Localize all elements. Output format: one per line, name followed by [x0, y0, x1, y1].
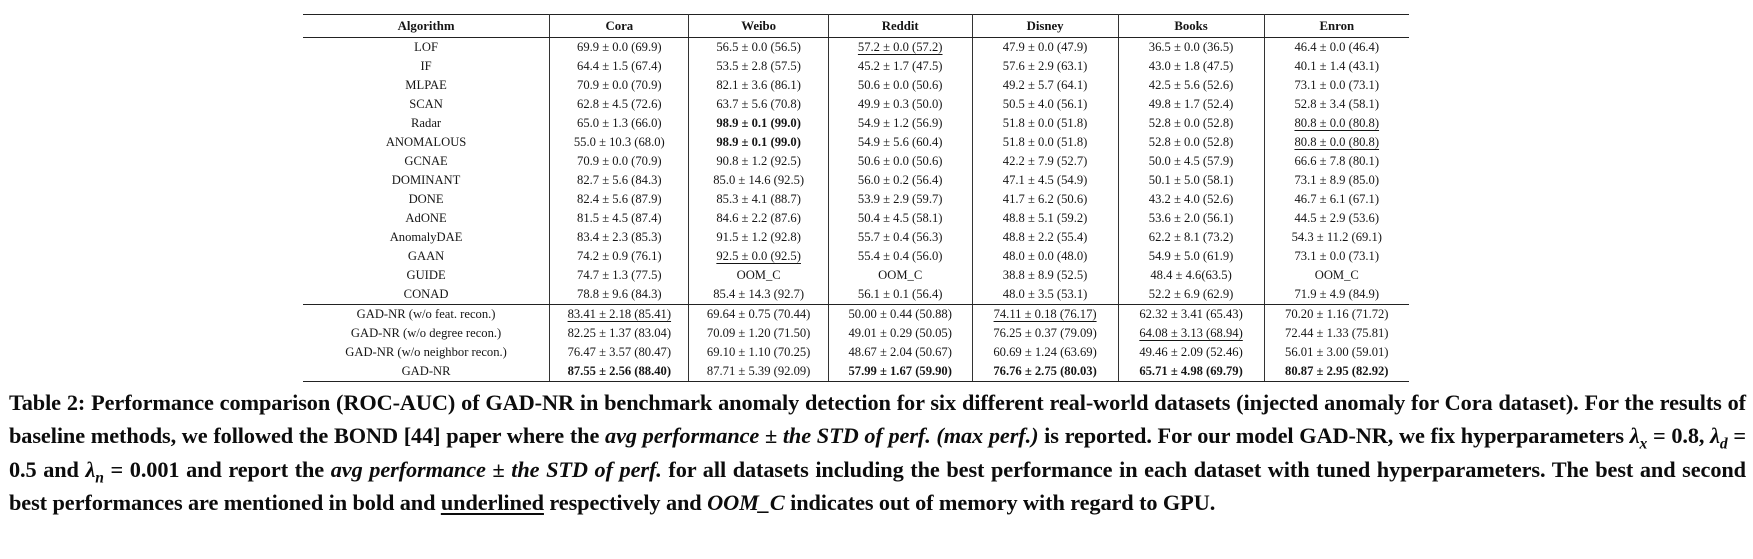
table-cell	[1118, 228, 1264, 247]
column-header-cora: Cora	[550, 15, 689, 38]
cell-value: 73.1 ± 0.0 (73.1)	[1294, 249, 1380, 263]
table-row	[303, 266, 1409, 285]
table-cell	[972, 190, 1118, 209]
cell-value: OOM_C	[878, 268, 923, 282]
table-cell	[972, 362, 1118, 382]
cell-value: 53.9 ± 2.9 (59.7)	[857, 192, 943, 206]
cell-value: 55.0 ± 10.3 (68.0)	[573, 135, 665, 149]
cell-value: 62.2 ± 8.1 (73.2)	[1148, 230, 1234, 244]
caption-segment: = 0.001 and report the	[103, 456, 331, 482]
table-cell	[1118, 133, 1264, 152]
table-cell	[1264, 228, 1409, 247]
caption-segment: λ	[85, 456, 96, 482]
cell-value: 49.46 ± 2.09 (52.46)	[1139, 345, 1243, 359]
algorithm-label: CONAD	[303, 285, 550, 305]
table-cell	[550, 171, 689, 190]
cell-value: 57.2 ± 0.0 (57.2)	[857, 40, 943, 54]
table-cell	[972, 324, 1118, 343]
table-cell	[550, 152, 689, 171]
column-header-enron: Enron	[1264, 15, 1409, 38]
cell-value: 63.7 ± 5.6 (70.8)	[716, 97, 801, 111]
cell-value: 98.9 ± 0.1 (99.0)	[716, 116, 801, 130]
table-cell	[828, 305, 972, 325]
results-table	[303, 14, 1409, 382]
table-cell	[828, 133, 972, 152]
cell-value: 43.2 ± 4.0 (52.6)	[1148, 192, 1234, 206]
cell-value: 57.99 ± 1.67 (59.90)	[848, 364, 952, 378]
table-cell	[1118, 247, 1264, 266]
cell-value: 69.9 ± 0.0 (69.9)	[577, 40, 662, 54]
table-cell	[972, 95, 1118, 114]
table-cell	[550, 362, 689, 382]
cell-value: 76.76 ± 2.75 (80.03)	[993, 364, 1097, 378]
cell-value: 65.0 ± 1.3 (66.0)	[577, 116, 662, 130]
table-cell	[828, 362, 972, 382]
caption-segment: avg performance ± the STD of perf.	[330, 456, 662, 482]
cell-value: 74.7 ± 1.3 (77.5)	[577, 268, 662, 282]
caption-segment: x	[1639, 435, 1648, 453]
cell-value: 56.0 ± 0.2 (56.4)	[857, 173, 943, 187]
table-cell	[689, 152, 828, 171]
table-cell	[689, 190, 828, 209]
cell-value: 52.8 ± 0.0 (52.8)	[1148, 116, 1234, 130]
cell-value: 87.55 ± 2.56 (88.40)	[567, 364, 672, 378]
table-row	[303, 305, 1409, 325]
algorithm-label: GAAN	[303, 247, 550, 266]
cell-value: 54.9 ± 5.6 (60.4)	[857, 135, 943, 149]
caption-segment: respectively and	[543, 490, 708, 516]
cell-value: 73.1 ± 8.9 (85.0)	[1294, 173, 1380, 187]
table-cell	[550, 324, 689, 343]
table-cell	[1118, 95, 1264, 114]
cell-value: 50.5 ± 4.0 (56.1)	[1002, 97, 1088, 111]
table-row	[303, 209, 1409, 228]
table-cell	[550, 209, 689, 228]
table-cell	[828, 171, 972, 190]
cell-value: 41.7 ± 6.2 (50.6)	[1002, 192, 1088, 206]
cell-value: 98.9 ± 0.1 (99.0)	[716, 135, 801, 149]
cell-value: 40.1 ± 1.4 (43.1)	[1294, 59, 1380, 73]
cell-value: 76.25 ± 0.37 (79.09)	[993, 326, 1097, 340]
table-cell	[828, 266, 972, 285]
cell-value: 73.1 ± 0.0 (73.1)	[1294, 78, 1380, 92]
cell-value: 49.9 ± 0.3 (50.0)	[857, 97, 943, 111]
cell-value: 53.6 ± 2.0 (56.1)	[1148, 211, 1234, 225]
caption-segment: d	[1719, 435, 1728, 453]
cell-value: 92.5 ± 0.0 (92.5)	[716, 249, 801, 263]
caption-segment: underlined	[440, 490, 544, 516]
cell-value: 48.67 ± 2.04 (50.67)	[848, 345, 952, 359]
caption-segment: λ	[1710, 423, 1720, 449]
cell-value: 46.7 ± 6.1 (67.1)	[1294, 192, 1380, 206]
caption-segment: avg performance ± the STD of perf. (max perf.)	[605, 423, 1039, 449]
table-cell	[689, 38, 828, 58]
cell-value: 80.8 ± 0.0 (80.8)	[1294, 116, 1380, 130]
table-cell	[828, 285, 972, 305]
cell-value: 49.8 ± 1.7 (52.4)	[1148, 97, 1234, 111]
cell-value: 62.8 ± 4.5 (72.6)	[577, 97, 662, 111]
cell-value: 56.1 ± 0.1 (56.4)	[857, 287, 943, 301]
cell-value: 64.08 ± 3.13 (68.94)	[1139, 326, 1243, 340]
cell-value: 82.4 ± 5.6 (87.9)	[577, 192, 662, 206]
caption-segment: indicates out of memory with regard to GPU.	[784, 490, 1216, 516]
cell-value: 82.25 ± 1.37 (83.04)	[567, 326, 672, 340]
algorithm-label: ANOMALOUS	[303, 133, 550, 152]
cell-value: OOM_C	[736, 268, 781, 282]
table-cell	[1264, 305, 1409, 325]
cell-value: 54.3 ± 11.2 (69.1)	[1291, 230, 1382, 244]
table-cell	[1264, 362, 1409, 382]
cell-value: 91.5 ± 1.2 (92.8)	[716, 230, 801, 244]
cell-value: 57.6 ± 2.9 (63.1)	[1002, 59, 1088, 73]
cell-value: 54.9 ± 1.2 (56.9)	[857, 116, 943, 130]
table-cell	[1118, 266, 1264, 285]
table-cell	[550, 57, 689, 76]
table-cell	[1118, 76, 1264, 95]
table-cell	[1118, 114, 1264, 133]
cell-value: 85.0 ± 14.6 (92.5)	[713, 173, 805, 187]
cell-value: 84.6 ± 2.2 (87.6)	[716, 211, 801, 225]
caption-segment: λ	[1629, 423, 1640, 449]
column-header-books: Books	[1118, 15, 1264, 38]
cell-value: 90.8 ± 1.2 (92.5)	[716, 154, 801, 168]
cell-value: 48.8 ± 2.2 (55.4)	[1002, 230, 1088, 244]
table-cell	[1118, 362, 1264, 382]
table-row	[303, 362, 1409, 382]
table-cell	[828, 209, 972, 228]
table-cell	[828, 247, 972, 266]
algorithm-label: MLPAE	[303, 76, 550, 95]
algorithm-label: IF	[303, 57, 550, 76]
cell-value: 42.5 ± 5.6 (52.6)	[1148, 78, 1234, 92]
table-cell	[550, 114, 689, 133]
cell-value: 52.8 ± 0.0 (52.8)	[1148, 135, 1234, 149]
cell-value: 65.71 ± 4.98 (69.79)	[1139, 364, 1243, 378]
table-cell	[1264, 247, 1409, 266]
cell-value: 50.0 ± 4.5 (57.9)	[1148, 154, 1234, 168]
cell-value: 69.10 ± 1.10 (70.25)	[706, 345, 811, 359]
table-cell	[972, 209, 1118, 228]
table-row	[303, 133, 1409, 152]
caption-segment: Table 2: Performance comparison (ROC-AUC) of GAD-NR in benchmark anomaly detection for six different real-world datasets (injected anomaly for Cora dataset). For the results of baseline methods, we followed the BOND [44] paper where the	[9, 390, 1746, 449]
cell-value: 53.5 ± 2.8 (57.5)	[716, 59, 801, 73]
table-cell	[550, 305, 689, 325]
algorithm-label: LOF	[303, 38, 550, 58]
table-cell	[689, 114, 828, 133]
table-cell	[1264, 171, 1409, 190]
cell-value: 44.5 ± 2.9 (53.6)	[1294, 211, 1380, 225]
algorithm-label: Radar	[303, 114, 550, 133]
table-cell	[689, 247, 828, 266]
cell-value: 48.4 ± 4.6(63.5)	[1150, 268, 1232, 282]
cell-value: 45.2 ± 1.7 (47.5)	[857, 59, 943, 73]
cell-value: 48.0 ± 0.0 (48.0)	[1002, 249, 1088, 263]
table-cell	[689, 171, 828, 190]
table-cell	[1118, 209, 1264, 228]
table-cell	[972, 133, 1118, 152]
table-cell	[972, 343, 1118, 362]
cell-value: 55.7 ± 0.4 (56.3)	[857, 230, 943, 244]
table-cell	[972, 285, 1118, 305]
table-caption	[9, 386, 1746, 520]
table-cell	[1264, 57, 1409, 76]
algorithm-label: GCNAE	[303, 152, 550, 171]
table-cell	[828, 57, 972, 76]
table-cell	[1264, 152, 1409, 171]
table-row	[303, 76, 1409, 95]
algorithm-label: GAD-NR (w/o feat. recon.)	[303, 305, 550, 325]
table-cell	[689, 228, 828, 247]
caption-segment: is reported. For our model GAD-NR, we fix hyperparameters	[1038, 423, 1630, 449]
cell-value: 46.4 ± 0.0 (46.4)	[1294, 40, 1380, 54]
algorithm-label: GUIDE	[303, 266, 550, 285]
cell-value: 42.2 ± 7.9 (52.7)	[1002, 154, 1088, 168]
cell-value: 56.5 ± 0.0 (56.5)	[716, 40, 801, 54]
table-row	[303, 38, 1409, 58]
table-cell	[972, 247, 1118, 266]
caption-segment: = 0.8,	[1647, 423, 1711, 449]
cell-value: 50.00 ± 0.44 (50.88)	[848, 307, 952, 321]
table-cell	[1264, 209, 1409, 228]
table-row	[303, 152, 1409, 171]
algorithm-label: GAD-NR (w/o neighbor recon.)	[303, 343, 550, 362]
cell-value: 56.01 ± 3.00 (59.01)	[1285, 345, 1389, 359]
table-cell	[689, 76, 828, 95]
cell-value: 50.6 ± 0.0 (50.6)	[857, 154, 943, 168]
table-cell	[689, 324, 828, 343]
table-cell	[689, 285, 828, 305]
table-cell	[1118, 305, 1264, 325]
table-header	[303, 15, 1409, 38]
algorithm-label: GAD-NR (w/o degree recon.)	[303, 324, 550, 343]
table-cell	[972, 114, 1118, 133]
cell-value: 82.7 ± 5.6 (84.3)	[577, 173, 662, 187]
table-cell	[689, 133, 828, 152]
cell-value: 36.5 ± 0.0 (36.5)	[1148, 40, 1234, 54]
cell-value: 48.8 ± 5.1 (59.2)	[1002, 211, 1088, 225]
table-cell	[972, 305, 1118, 325]
table-cell	[828, 228, 972, 247]
cell-value: 85.4 ± 14.3 (92.7)	[713, 287, 805, 301]
caption-segment: = 0.5 and	[9, 423, 1746, 482]
cell-value: 51.8 ± 0.0 (51.8)	[1002, 116, 1088, 130]
table-cell	[1264, 95, 1409, 114]
table-cell	[828, 95, 972, 114]
table-row	[303, 190, 1409, 209]
table-cell	[689, 362, 828, 382]
cell-value: 71.9 ± 4.9 (84.9)	[1294, 287, 1380, 301]
table-cell	[1118, 324, 1264, 343]
table-cell	[828, 190, 972, 209]
cell-value: 49.2 ± 5.7 (64.1)	[1002, 78, 1088, 92]
table-cell	[1118, 171, 1264, 190]
table-cell	[550, 266, 689, 285]
cell-value: 50.1 ± 5.0 (58.1)	[1148, 173, 1234, 187]
table-cell	[972, 171, 1118, 190]
table-cell	[689, 343, 828, 362]
cell-value: 83.4 ± 2.3 (85.3)	[577, 230, 662, 244]
table-cell	[550, 343, 689, 362]
cell-value: 74.2 ± 0.9 (76.1)	[577, 249, 662, 263]
table-cell	[1264, 266, 1409, 285]
table-cell	[1118, 57, 1264, 76]
table-row	[303, 114, 1409, 133]
cell-value: 72.44 ± 1.33 (75.81)	[1285, 326, 1389, 340]
table-row	[303, 285, 1409, 305]
cell-value: 48.0 ± 3.5 (53.1)	[1002, 287, 1088, 301]
caption-segment: for all datasets including the best performance in each dataset with tuned hyperparameters. The best and second best performances are mentioned in bold and	[9, 456, 1746, 516]
table-cell	[550, 38, 689, 58]
table-cell	[828, 324, 972, 343]
table-cell	[689, 209, 828, 228]
cell-value: 50.6 ± 0.0 (50.6)	[857, 78, 943, 92]
algorithm-label: AnomalyDAE	[303, 228, 550, 247]
table-cell	[550, 95, 689, 114]
cell-value: 50.4 ± 4.5 (58.1)	[857, 211, 943, 225]
table-row	[303, 228, 1409, 247]
cell-value: 85.3 ± 4.1 (88.7)	[716, 192, 801, 206]
table-cell	[1118, 285, 1264, 305]
header-row	[303, 15, 1409, 38]
cell-value: 38.8 ± 8.9 (52.5)	[1002, 268, 1088, 282]
caption-segment: n	[95, 469, 104, 487]
table-row	[303, 247, 1409, 266]
table-cell	[1118, 190, 1264, 209]
algorithm-label: GAD-NR	[303, 362, 550, 382]
cell-value: 52.2 ± 6.9 (62.9)	[1148, 287, 1234, 301]
table-cell	[689, 305, 828, 325]
table-cell	[689, 95, 828, 114]
table-row	[303, 324, 1409, 343]
table-cell	[550, 228, 689, 247]
table-cell	[689, 266, 828, 285]
cell-value: 47.9 ± 0.0 (47.9)	[1002, 40, 1088, 54]
table-cell	[828, 114, 972, 133]
table-row	[303, 57, 1409, 76]
column-header-reddit: Reddit	[828, 15, 972, 38]
table-cell	[1118, 343, 1264, 362]
table-cell	[828, 38, 972, 58]
table-cell	[1264, 76, 1409, 95]
cell-value: 70.9 ± 0.0 (70.9)	[577, 154, 662, 168]
cell-value: 62.32 ± 3.41 (65.43)	[1139, 307, 1243, 321]
cell-value: 81.5 ± 4.5 (87.4)	[577, 211, 662, 225]
column-header-disney: Disney	[972, 15, 1118, 38]
column-header-algorithm: Algorithm	[303, 15, 550, 38]
cell-value: 55.4 ± 0.4 (56.0)	[857, 249, 943, 263]
cell-value: 69.64 ± 0.75 (70.44)	[706, 307, 811, 321]
cell-value: 66.6 ± 7.8 (80.1)	[1294, 154, 1380, 168]
table-row	[303, 95, 1409, 114]
table-cell	[1118, 38, 1264, 58]
table-cell	[972, 152, 1118, 171]
cell-value: 80.8 ± 0.0 (80.8)	[1294, 135, 1380, 149]
cell-value: 64.4 ± 1.5 (67.4)	[577, 59, 662, 73]
table-body	[303, 38, 1409, 382]
results-table-container	[303, 14, 1409, 382]
cell-value: 80.87 ± 2.95 (82.92)	[1285, 364, 1389, 378]
cell-value: 78.8 ± 9.6 (84.3)	[577, 287, 662, 301]
cell-value: 76.47 ± 3.57 (80.47)	[567, 345, 672, 359]
table-cell	[1264, 133, 1409, 152]
cell-value: 52.8 ± 3.4 (58.1)	[1294, 97, 1380, 111]
cell-value: 82.1 ± 3.6 (86.1)	[716, 78, 801, 92]
table-cell	[1264, 190, 1409, 209]
table-cell	[550, 190, 689, 209]
table-cell	[1264, 114, 1409, 133]
cell-value: 43.0 ± 1.8 (47.5)	[1148, 59, 1234, 73]
cell-value: 87.71 ± 5.39 (92.09)	[706, 364, 811, 378]
table-cell	[972, 57, 1118, 76]
table-cell	[972, 38, 1118, 58]
cell-value: 47.1 ± 4.5 (54.9)	[1002, 173, 1088, 187]
table-cell	[1118, 152, 1264, 171]
caption-segment: OOM_C	[707, 490, 785, 516]
table-cell	[828, 343, 972, 362]
cell-value: OOM_C	[1314, 268, 1359, 282]
table-cell	[828, 76, 972, 95]
algorithm-label: SCAN	[303, 95, 550, 114]
cell-value: 54.9 ± 5.0 (61.9)	[1148, 249, 1234, 263]
algorithm-label: DOMINANT	[303, 171, 550, 190]
cell-value: 74.11 ± 0.18 (76.17)	[993, 307, 1097, 321]
table-cell	[1264, 324, 1409, 343]
cell-value: 51.8 ± 0.0 (51.8)	[1002, 135, 1088, 149]
algorithm-label: DONE	[303, 190, 550, 209]
table-cell	[972, 76, 1118, 95]
table-cell	[1264, 343, 1409, 362]
table-cell	[550, 133, 689, 152]
algorithm-label: AdONE	[303, 209, 550, 228]
table-cell	[1264, 285, 1409, 305]
cell-value: 60.69 ± 1.24 (63.69)	[993, 345, 1097, 359]
cell-value: 70.9 ± 0.0 (70.9)	[577, 78, 662, 92]
cell-value: 70.09 ± 1.20 (71.50)	[706, 326, 811, 340]
table-cell	[828, 152, 972, 171]
table-cell	[972, 228, 1118, 247]
cell-value: 49.01 ± 0.29 (50.05)	[848, 326, 952, 340]
table-cell	[689, 57, 828, 76]
table-cell	[550, 247, 689, 266]
table-row	[303, 343, 1409, 362]
cell-value: 83.41 ± 2.18 (85.41)	[567, 307, 672, 321]
column-header-weibo: Weibo	[689, 15, 828, 38]
cell-value: 70.20 ± 1.16 (71.72)	[1285, 307, 1389, 321]
table-cell	[1264, 38, 1409, 58]
table-row	[303, 171, 1409, 190]
table-cell	[550, 285, 689, 305]
table-cell	[972, 266, 1118, 285]
table-cell	[550, 76, 689, 95]
